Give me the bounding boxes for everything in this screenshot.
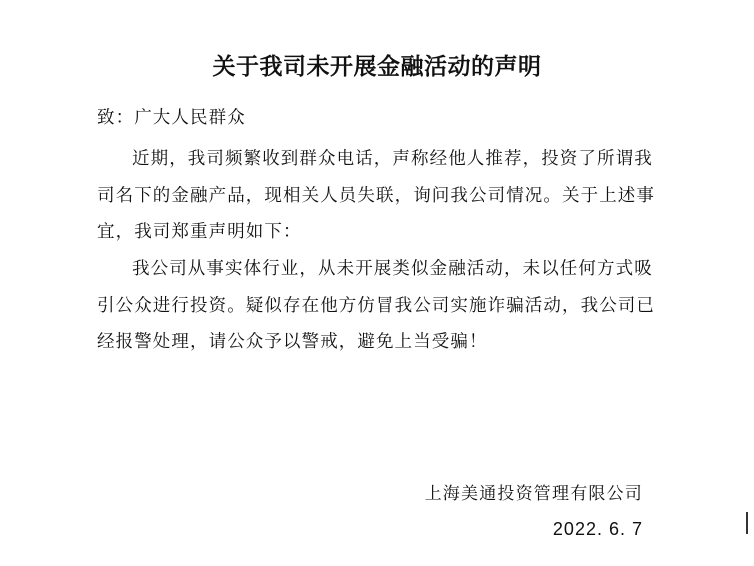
company-signature: 上海美通投资管理有限公司	[424, 484, 643, 504]
paragraph-2: 我公司从事实体行业，从未开展类似金融活动，未以任何方式吸引公众进行投资。疑似存在他方仿冒我公司实施诈骗活动，我公司已经报警处理，请公众予以警戒，避免上当受骗！	[97, 259, 655, 352]
scan-edge-mark	[746, 512, 748, 534]
salutation: 致：广大人民群众	[97, 108, 246, 128]
document-title: 关于我司未开展金融活动的声明	[212, 54, 542, 80]
document-date: 2022. 6. 7	[552, 519, 643, 539]
paragraph-1: 近期，我司频繁收到群众电话，声称经他人推荐，投资了所谓我司名下的金融产品，现相关人员失联，询问我公司情况。关于上述事宜，我司郑重声明如下：	[97, 149, 655, 242]
